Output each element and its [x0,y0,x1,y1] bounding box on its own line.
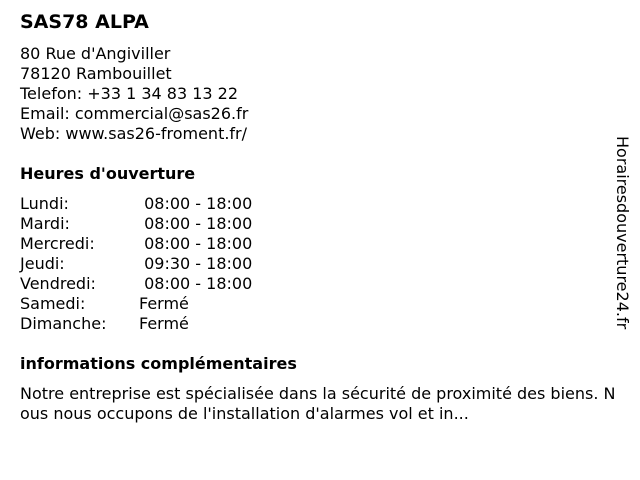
day-label: Dimanche: [20,314,107,333]
additional-info-heading: informations complémentaires [20,354,297,373]
hours-row-samedi [20,294,610,314]
time-range: Fermé [139,294,189,313]
business-name: SAS78 ALPA [20,11,149,33]
hours-row-mardi [20,214,610,234]
day-label: Samedi: [20,294,86,313]
day-label: Lundi: [20,194,69,213]
hours-row-mercredi [20,234,610,254]
time-range: 08:00 - 18:00 [139,214,253,233]
day-label: Vendredi: [20,274,96,293]
hours-row-vendredi [20,274,610,294]
time-range: 08:00 - 18:00 [139,194,253,213]
day-label: Mardi: [20,214,70,233]
contact-block [20,44,610,144]
hours-row-jeudi [20,254,610,274]
address-street: 80 Rue d'Angiviller [20,44,171,63]
site-watermark: Horairesdouverture24.fr [613,136,632,330]
time-range: Fermé [139,314,189,333]
address-city: 78120 Rambouillet [20,64,172,83]
phone-number[interactable]: Telefon: +33 1 34 83 13 22 [20,84,239,103]
time-range: 08:00 - 18:00 [139,234,253,253]
day-label: Jeudi: [20,254,65,273]
hours-row-dimanche [20,314,610,334]
website-link[interactable]: Web: www.sas26-froment.fr/ [20,124,248,143]
day-label: Mercredi: [20,234,95,253]
email-address[interactable]: Email: commercial@sas26.fr [20,104,249,123]
time-range: 08:00 - 18:00 [139,274,253,293]
opening-hours-heading: Heures d'ouverture [20,164,196,183]
time-range: 09:30 - 18:00 [139,254,253,273]
hours-row-lundi [20,194,610,214]
business-card [20,10,616,424]
opening-hours-table [20,194,610,334]
additional-info-text: Notre entreprise est spécialisée dans la sécurité de proximité des biens. Nous nous occupons de l'installation d'alarmes vol et in... [20,384,616,423]
